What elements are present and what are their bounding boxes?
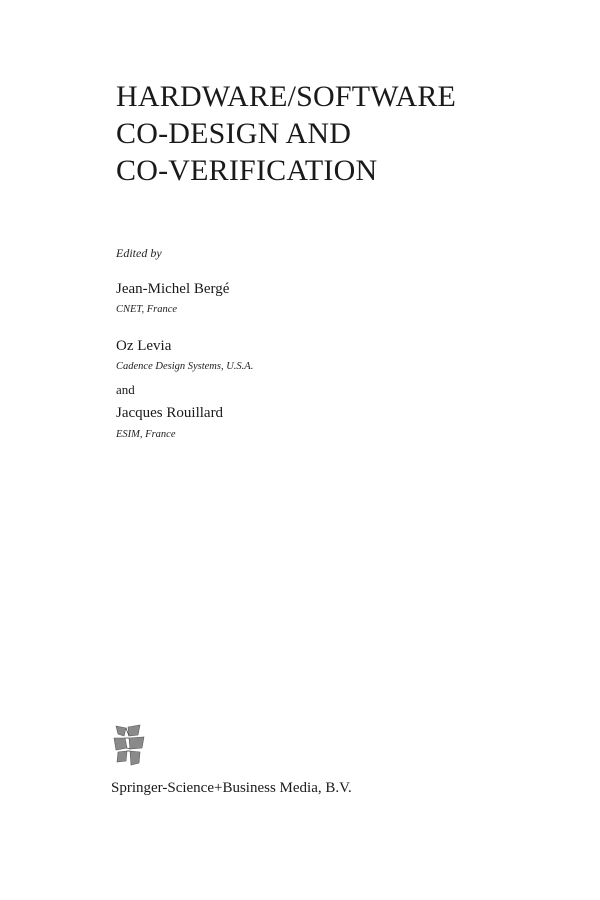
publisher-name: Springer-Science+Business Media, B.V.	[111, 780, 352, 796]
edited-by-label: Edited by	[116, 246, 162, 260]
book-title-line-1: HARDWARE/SOFTWARE	[116, 80, 457, 113]
book-title	[116, 78, 456, 189]
springer-logo-icon	[112, 724, 148, 768]
editor-name-2: Oz Levia	[116, 338, 172, 354]
editor-affiliation-3: ESIM, France	[116, 429, 176, 440]
book-title-line-3: CO-VERIFICATION	[116, 154, 378, 187]
editor-name-1: Jean-Michel Bergé	[116, 281, 230, 297]
and-conjunction: and	[116, 382, 135, 397]
editor-affiliation-1: CNET, France	[116, 304, 178, 315]
editor-name-3: Jacques Rouillard	[116, 405, 224, 421]
book-title-line-2: CO-DESIGN AND	[116, 117, 352, 150]
editor-affiliation-2: Cadence Design Systems, U.S.A.	[116, 361, 254, 372]
